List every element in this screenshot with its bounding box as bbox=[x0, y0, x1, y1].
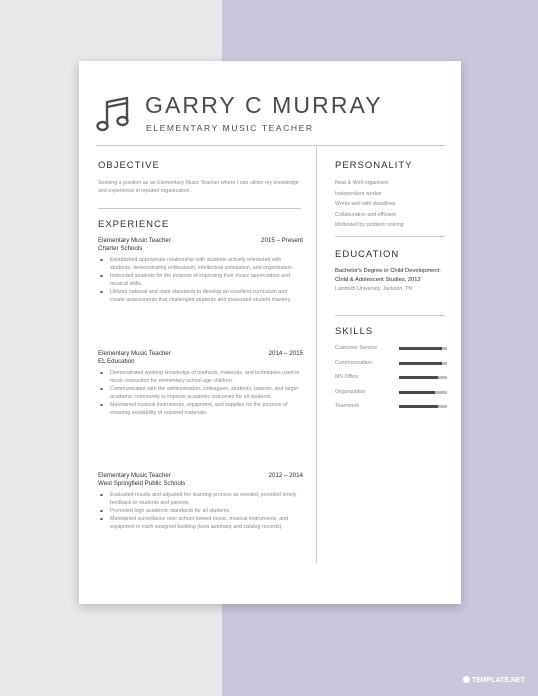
education-divider bbox=[335, 315, 445, 316]
objective-text: Seeking a position as an Elementary Music Teacher where I can utilize my knowledge and experience in reputed organization. bbox=[98, 180, 299, 195]
column-divider bbox=[316, 147, 317, 563]
bullet-item: Communicated with the administration, colleagues, students, parents, and larger academic community to improve academic outcomes for all students. bbox=[110, 385, 303, 401]
bullet-item: Maintained musical instruments, equipment, and supplies for the purpose of ensuring availability of required materials. bbox=[110, 401, 303, 417]
personality-heading: PERSONALITY bbox=[335, 160, 413, 171]
objective-divider bbox=[98, 208, 301, 209]
job-dates: 2015 – Present bbox=[261, 237, 303, 244]
brand-logo-icon bbox=[463, 676, 470, 683]
skill-level-bar bbox=[399, 347, 447, 350]
job-company: EL Education bbox=[98, 358, 135, 365]
experience-job-3 bbox=[98, 472, 303, 531]
personality-item: Works well with deadlines bbox=[335, 201, 396, 207]
skill-level-fill bbox=[399, 405, 438, 408]
personality-list bbox=[335, 178, 404, 231]
bullet-item: Maintained surveillance over school-owned music, musical instruments, and equipment in each assigned building (tuna autoharp and catalog records). bbox=[110, 515, 303, 531]
skill-level-fill bbox=[399, 391, 435, 394]
skill-row bbox=[335, 374, 450, 389]
skills-heading: SKILLS bbox=[335, 326, 374, 337]
skill-level-bar bbox=[399, 362, 447, 365]
candidate-name: GARRY C MURRAY bbox=[145, 92, 383, 118]
skill-level-bar bbox=[399, 405, 447, 408]
brand-text: TEMPLATE.NET bbox=[471, 677, 525, 684]
skill-level-fill bbox=[399, 347, 442, 350]
personality-divider bbox=[335, 236, 445, 237]
skill-name: Organization bbox=[335, 388, 366, 395]
job-dates: 2012 – 2014 bbox=[268, 472, 303, 479]
job-bullets bbox=[98, 256, 303, 305]
bullet-item: Instructed students for the purpose of improving their music appreciation and musical skills. bbox=[110, 272, 303, 288]
bullet-item: Promoted high academic standards for all students. bbox=[110, 507, 303, 515]
skill-level-bar bbox=[399, 376, 447, 379]
personality-item: Independent worker bbox=[335, 190, 382, 197]
skill-row bbox=[335, 389, 450, 404]
job-role: Elementary Music Teacher bbox=[98, 472, 171, 479]
music-note-icon bbox=[96, 95, 130, 135]
objective-heading: OBJECTIVE bbox=[98, 160, 160, 171]
skill-name: Communication bbox=[335, 359, 372, 366]
education-degree: Bachelor's Degree in Child Development: Child & Adolescent Studies, 2012 bbox=[335, 268, 441, 283]
skill-level-fill bbox=[399, 362, 442, 365]
job-bullets bbox=[98, 369, 303, 418]
personality-item: Collaborative and efficient bbox=[335, 211, 396, 218]
experience-job-2 bbox=[98, 350, 303, 417]
skill-level-fill bbox=[399, 376, 438, 379]
header-divider bbox=[96, 145, 445, 146]
skill-name: Teamwork bbox=[335, 403, 360, 409]
experience-heading: EXPERIENCE bbox=[98, 219, 170, 230]
skill-row bbox=[335, 360, 450, 375]
experience-job-1 bbox=[98, 237, 303, 304]
resume-page bbox=[79, 61, 461, 604]
template-net-watermark bbox=[463, 676, 525, 684]
personality-item: Motivated by problem solving bbox=[335, 222, 404, 228]
job-bullets bbox=[98, 491, 303, 531]
skill-row bbox=[335, 345, 450, 360]
job-company: Charter Schools bbox=[98, 245, 143, 252]
bullet-item: Evaluated results and adjusted the learning process as needed, provided timely feedback to students and parents. bbox=[110, 491, 303, 507]
job-dates: 2014 – 2015 bbox=[268, 350, 303, 357]
bullet-item: Demonstrated working knowledge of methods, materials, and techniques used in music instruction for elementary school age children. bbox=[110, 369, 303, 385]
job-company: West Springfield Public Schools bbox=[98, 480, 186, 487]
skill-name: MS Office bbox=[335, 374, 359, 380]
bullet-item: Established appropriate relationship with students actively interacted with students, demonstrating enthusiasm, intellectual stimulation, and organization. bbox=[110, 256, 303, 272]
education-entry bbox=[335, 267, 445, 294]
skill-level-bar bbox=[399, 391, 447, 394]
skills-list bbox=[335, 345, 450, 418]
bullet-item: Utilized national and state standards to develop an excellent curriculum and create assessments that challenged students and measured student mastery. bbox=[110, 288, 303, 304]
personality-item: Neat & Well-organized bbox=[335, 180, 388, 186]
job-title: ELEMENTARY MUSIC TEACHER bbox=[146, 123, 314, 133]
skill-name: Customer Service bbox=[335, 345, 378, 351]
skill-row bbox=[335, 403, 450, 418]
education-heading: EDUCATION bbox=[335, 249, 400, 260]
job-role: Elementary Music Teacher bbox=[98, 237, 171, 244]
education-school: Lambuth University, Jackson, TN bbox=[335, 286, 413, 292]
job-role: Elementary Music Teacher bbox=[98, 350, 171, 357]
